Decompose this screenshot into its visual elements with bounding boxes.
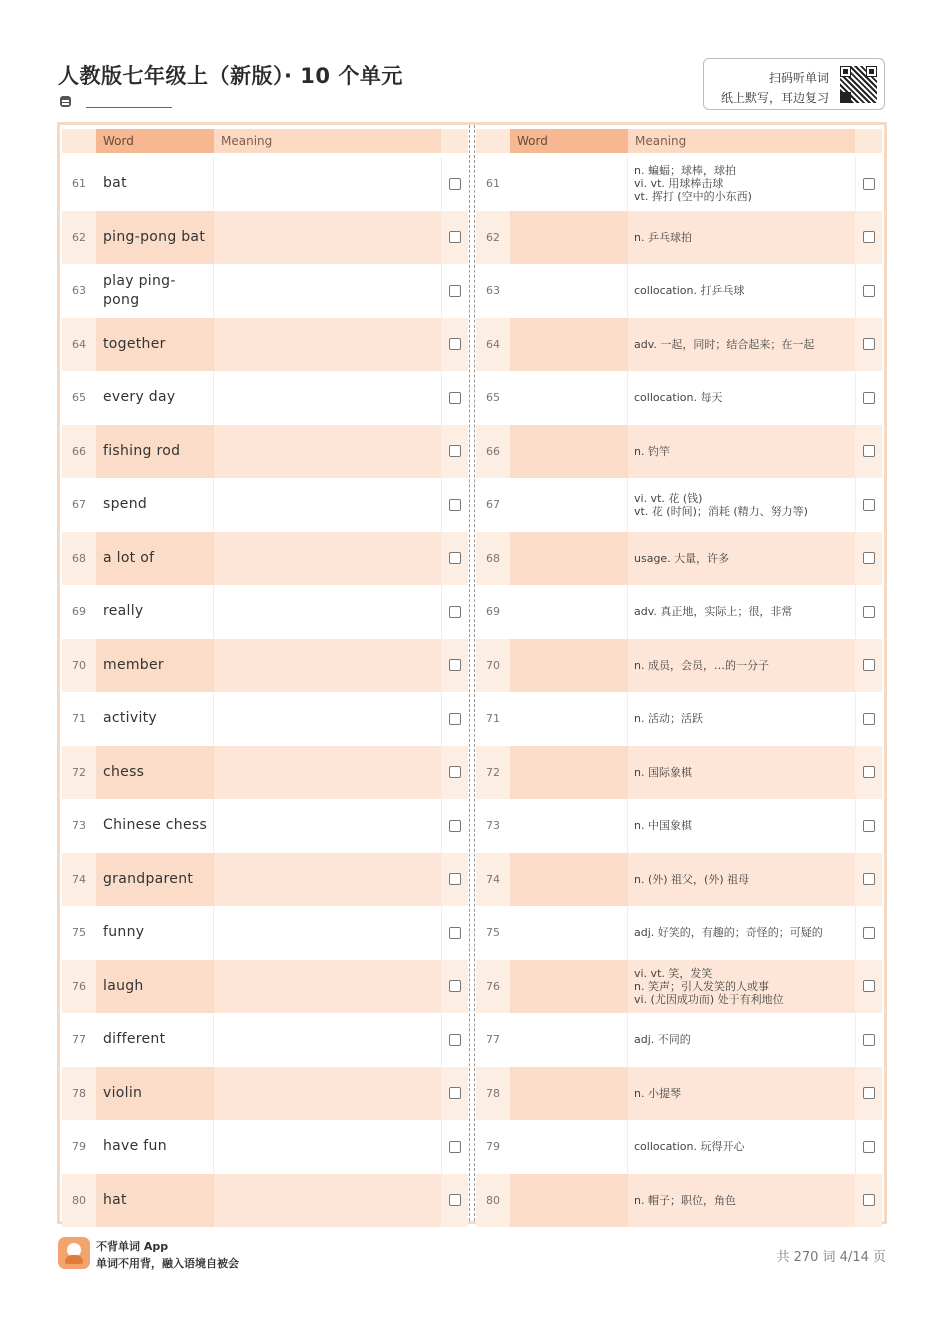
meaning-line: adj. 好笑的，有趣的；奇怪的；可疑的	[634, 926, 823, 940]
meaning-line: n. 国际象棋	[634, 765, 692, 779]
check-cell	[441, 478, 468, 532]
table-row	[62, 371, 468, 425]
row-number: 76	[62, 960, 96, 1014]
row-number: 66	[476, 425, 510, 479]
row-number: 76	[476, 960, 510, 1014]
checkbox[interactable]	[863, 713, 875, 725]
check-cell	[441, 960, 468, 1014]
meaning-line: n. 帽子；职位，角色	[634, 1193, 736, 1207]
header-number	[476, 129, 510, 153]
meaning-blank[interactable]	[214, 211, 441, 265]
meaning-blank[interactable]	[214, 318, 441, 372]
row-number: 70	[476, 639, 510, 693]
checkbox[interactable]	[863, 927, 875, 939]
meaning-line: vi. (尤因成功而) 处于有利地位	[634, 992, 784, 1006]
meaning-cell	[628, 264, 855, 318]
word-cell: have fun	[96, 1120, 214, 1174]
table-row	[62, 157, 468, 211]
meaning-blank[interactable]	[214, 746, 441, 800]
table-row	[62, 264, 468, 318]
checkbox[interactable]	[863, 820, 875, 832]
checkbox[interactable]	[863, 231, 875, 243]
checkbox[interactable]	[449, 499, 461, 511]
table-row	[476, 264, 882, 318]
row-number: 70	[62, 639, 96, 693]
meaning-line: n. (外) 祖父，(外) 祖母	[634, 872, 750, 886]
check-cell	[855, 799, 882, 853]
row-number: 79	[476, 1120, 510, 1174]
row-number: 67	[62, 478, 96, 532]
row-number: 75	[62, 906, 96, 960]
word-cell: activity	[96, 692, 214, 746]
check-cell	[441, 799, 468, 853]
meaning-line: n. 钓竿	[634, 444, 670, 458]
table-row	[62, 585, 468, 639]
table-row	[62, 478, 468, 532]
word-cell: together	[96, 318, 214, 372]
check-cell	[441, 853, 468, 907]
check-cell	[855, 960, 882, 1014]
checkbox[interactable]	[863, 552, 875, 564]
word-cell: ping-pong bat	[96, 211, 214, 265]
row-number: 79	[62, 1120, 96, 1174]
word-blank[interactable]	[510, 264, 628, 318]
meaning-blank[interactable]	[214, 532, 441, 586]
table-row	[62, 1120, 468, 1174]
word-blank[interactable]	[510, 478, 628, 532]
meaning-line: n. 笑声；引人发笑的人或事	[634, 979, 769, 993]
row-number: 68	[62, 532, 96, 586]
checkbox[interactable]	[449, 338, 461, 350]
checkbox[interactable]	[449, 552, 461, 564]
qr-line-2: 纸上默写，耳边复习	[720, 91, 829, 105]
row-number: 78	[62, 1067, 96, 1121]
meaning-blank[interactable]	[214, 371, 441, 425]
meaning-blank[interactable]	[214, 157, 441, 211]
meaning-panel-header	[476, 129, 882, 153]
header-check	[441, 129, 468, 153]
row-number: 77	[62, 1013, 96, 1067]
app-logo-icon	[58, 1237, 90, 1269]
word-cell: hat	[96, 1174, 214, 1228]
word-cell: member	[96, 639, 214, 693]
word-cell: bat	[96, 157, 214, 211]
check-cell	[441, 906, 468, 960]
checkbox[interactable]	[863, 980, 875, 992]
table-row	[62, 799, 468, 853]
check-cell	[855, 639, 882, 693]
meaning-line: n. 乒乓球拍	[634, 230, 692, 244]
meaning-cell	[628, 1013, 855, 1067]
footer-slogan: 单词不用背，融入语境自被会	[96, 1257, 239, 1270]
row-number: 65	[62, 371, 96, 425]
row-number: 69	[476, 585, 510, 639]
footer-app-name: 不背单词 App	[96, 1240, 169, 1253]
table-row	[476, 1067, 882, 1121]
meaning-cell	[628, 746, 855, 800]
meaning-blank[interactable]	[214, 799, 441, 853]
word-blank[interactable]	[510, 585, 628, 639]
checkbox[interactable]	[863, 1087, 875, 1099]
table-row	[476, 1120, 882, 1174]
row-number: 62	[476, 211, 510, 265]
word-cell: Chinese chess	[96, 799, 214, 853]
row-number: 72	[62, 746, 96, 800]
meaning-blank[interactable]	[214, 425, 441, 479]
row-number: 72	[476, 746, 510, 800]
check-cell	[855, 1174, 882, 1228]
word-cell: funny	[96, 906, 214, 960]
table-row	[62, 1067, 468, 1121]
word-cell: chess	[96, 746, 214, 800]
check-cell	[441, 746, 468, 800]
table-row	[476, 799, 882, 853]
meaning-line: vt. 挥打 (空中的小东西)	[634, 190, 752, 204]
word-blank[interactable]	[510, 532, 628, 586]
table-row	[476, 639, 882, 693]
table-row	[62, 425, 468, 479]
qr-line-1: 扫码听单词	[768, 71, 829, 85]
row-number: 67	[476, 478, 510, 532]
word-blank[interactable]	[510, 157, 628, 211]
check-cell	[441, 318, 468, 372]
check-cell	[855, 532, 882, 586]
word-blank[interactable]	[510, 1120, 628, 1174]
meaning-blank[interactable]	[214, 264, 441, 318]
row-number: 77	[476, 1013, 510, 1067]
checkbox[interactable]	[449, 1087, 461, 1099]
name-underline	[86, 107, 172, 108]
meaning-line: n. 活动；活跃	[634, 712, 703, 726]
checkbox[interactable]	[449, 606, 461, 618]
meaning-blank[interactable]	[214, 906, 441, 960]
meaning-blank[interactable]	[214, 853, 441, 907]
row-number: 65	[476, 371, 510, 425]
word-blank[interactable]	[510, 639, 628, 693]
check-cell	[441, 157, 468, 211]
checkbox[interactable]	[449, 1034, 461, 1046]
check-cell	[441, 425, 468, 479]
word-cell: spend	[96, 478, 214, 532]
meaning-cell	[628, 478, 855, 532]
table-row	[476, 585, 882, 639]
table-row	[476, 371, 882, 425]
table-row	[476, 1174, 882, 1228]
table-row	[62, 906, 468, 960]
meaning-blank[interactable]	[214, 585, 441, 639]
meaning-cell	[628, 799, 855, 853]
table-row	[476, 318, 882, 372]
table-row	[62, 1174, 468, 1228]
word-blank[interactable]	[510, 425, 628, 479]
table-row	[62, 960, 468, 1014]
meaning-blank[interactable]	[214, 1067, 441, 1121]
check-cell	[441, 1120, 468, 1174]
table-row	[62, 211, 468, 265]
table-row	[62, 692, 468, 746]
meaning-line: vt. 花 (时间)；消耗 (精力、努力等)	[634, 504, 808, 518]
word-blank[interactable]	[510, 211, 628, 265]
meaning-cell	[628, 425, 855, 479]
checkbox[interactable]	[449, 820, 461, 832]
checkbox[interactable]	[449, 873, 461, 885]
vocabulary-sheet	[57, 122, 887, 1224]
meaning-line: vi. vt. 笑，发笑	[634, 966, 713, 980]
meaning-line: adv. 一起，同时；结合起来；在一起	[634, 337, 815, 351]
table-row	[476, 478, 882, 532]
checkbox[interactable]	[449, 927, 461, 939]
row-number: 73	[476, 799, 510, 853]
checkbox[interactable]	[449, 445, 461, 457]
word-cell: every day	[96, 371, 214, 425]
check-cell	[855, 211, 882, 265]
meaning-line: collocation. 打乒乓球	[634, 284, 745, 298]
row-number: 63	[62, 264, 96, 318]
meaning-line: adj. 不同的	[634, 1033, 691, 1047]
check-cell	[441, 211, 468, 265]
page-title: 人教版七年级上（新版）· 10 个单元	[58, 64, 403, 88]
word-blank[interactable]	[510, 746, 628, 800]
table-row	[62, 853, 468, 907]
word-blank[interactable]	[510, 960, 628, 1014]
row-number: 69	[62, 585, 96, 639]
word-cell: grandparent	[96, 853, 214, 907]
check-cell	[855, 371, 882, 425]
meaning-line: n. 蝙蝠；球棒，球拍	[634, 164, 736, 178]
table-row	[62, 532, 468, 586]
checkbox[interactable]	[449, 713, 461, 725]
meaning-cell	[628, 157, 855, 211]
header-word: Word	[510, 129, 628, 153]
checkbox[interactable]	[863, 445, 875, 457]
header-meaning: Meaning	[628, 129, 855, 153]
checkbox[interactable]	[449, 285, 461, 297]
word-panel-header	[62, 129, 468, 153]
meaning-cell	[628, 1120, 855, 1174]
check-cell	[855, 157, 882, 211]
row-number: 75	[476, 906, 510, 960]
check-cell	[441, 532, 468, 586]
row-number: 74	[476, 853, 510, 907]
word-blank[interactable]	[510, 318, 628, 372]
check-cell	[441, 585, 468, 639]
checkbox[interactable]	[863, 499, 875, 511]
check-cell	[855, 746, 882, 800]
table-row	[62, 1013, 468, 1067]
meaning-cell	[628, 318, 855, 372]
row-number: 80	[476, 1174, 510, 1228]
header-number	[62, 129, 96, 153]
row-number: 61	[476, 157, 510, 211]
row-number: 62	[62, 211, 96, 265]
check-cell	[855, 1067, 882, 1121]
check-cell	[855, 264, 882, 318]
table-row	[476, 211, 882, 265]
checkbox[interactable]	[449, 231, 461, 243]
word-blank[interactable]	[510, 799, 628, 853]
word-cell: different	[96, 1013, 214, 1067]
meaning-line: n. 小提琴	[634, 1086, 681, 1100]
check-cell	[441, 639, 468, 693]
word-cell: violin	[96, 1067, 214, 1121]
meaning-cell	[628, 532, 855, 586]
meaning-blank[interactable]	[214, 478, 441, 532]
meaning-line: n. 成员，会员，…的一分子	[634, 658, 769, 672]
row-number: 61	[62, 157, 96, 211]
check-cell	[441, 692, 468, 746]
meaning-panel	[476, 129, 882, 1221]
table-row	[62, 318, 468, 372]
table-row	[476, 425, 882, 479]
meaning-cell	[628, 371, 855, 425]
meaning-cell	[628, 211, 855, 265]
word-panel	[62, 129, 468, 1221]
meaning-line: collocation. 玩得开心	[634, 1140, 745, 1154]
name-field	[58, 94, 178, 110]
meaning-cell	[628, 906, 855, 960]
word-cell: fishing rod	[96, 425, 214, 479]
checkbox[interactable]	[863, 338, 875, 350]
table-row	[476, 157, 882, 211]
check-cell	[441, 1067, 468, 1121]
checkbox[interactable]	[863, 1141, 875, 1153]
checkbox[interactable]	[863, 1034, 875, 1046]
meaning-cell	[628, 960, 855, 1014]
meaning-cell	[628, 585, 855, 639]
name-icon	[60, 96, 71, 107]
check-cell	[855, 318, 882, 372]
row-number: 68	[476, 532, 510, 586]
meaning-blank[interactable]	[214, 1013, 441, 1067]
checkbox[interactable]	[863, 285, 875, 297]
check-cell	[855, 425, 882, 479]
meaning-blank[interactable]	[214, 960, 441, 1014]
word-cell: really	[96, 585, 214, 639]
word-cell: a lot of	[96, 532, 214, 586]
check-cell	[855, 478, 882, 532]
word-cell: play ping-pong	[96, 264, 214, 318]
table-row	[476, 1013, 882, 1067]
qr-text	[721, 68, 829, 108]
check-cell	[855, 692, 882, 746]
qr-promo[interactable]	[703, 58, 885, 110]
header-check	[855, 129, 882, 153]
table-row	[476, 853, 882, 907]
checkbox[interactable]	[449, 659, 461, 671]
word-blank[interactable]	[510, 692, 628, 746]
meaning-line: adv. 真正地，实际上；很，非常	[634, 605, 793, 619]
checkbox[interactable]	[863, 659, 875, 671]
meaning-line: vi. vt. 用球棒击球	[634, 177, 724, 191]
table-row	[62, 746, 468, 800]
meaning-blank[interactable]	[214, 692, 441, 746]
row-number: 80	[62, 1174, 96, 1228]
table-row	[476, 906, 882, 960]
header-meaning: Meaning	[214, 129, 441, 153]
check-cell	[855, 1120, 882, 1174]
checkbox[interactable]	[863, 606, 875, 618]
page-count: 共 270 词 4/14 页	[776, 1250, 886, 1265]
word-blank[interactable]	[510, 853, 628, 907]
checkbox[interactable]	[449, 392, 461, 404]
meaning-blank[interactable]	[214, 1174, 441, 1228]
word-cell: laugh	[96, 960, 214, 1014]
meaning-line: vi. vt. 花 (钱)	[634, 491, 703, 505]
meaning-cell	[628, 639, 855, 693]
meaning-line: usage. 大量，许多	[634, 551, 730, 565]
meaning-cell	[628, 1067, 855, 1121]
table-row	[62, 639, 468, 693]
check-cell	[441, 1174, 468, 1228]
check-cell	[855, 585, 882, 639]
checkbox[interactable]	[863, 392, 875, 404]
table-row	[476, 532, 882, 586]
word-blank[interactable]	[510, 1013, 628, 1067]
checkbox[interactable]	[449, 766, 461, 778]
checkbox[interactable]	[449, 178, 461, 190]
meaning-line: n. 中国象棋	[634, 819, 692, 833]
check-cell	[855, 853, 882, 907]
check-cell	[855, 1013, 882, 1067]
check-cell	[441, 371, 468, 425]
check-cell	[441, 264, 468, 318]
meaning-blank[interactable]	[214, 639, 441, 693]
table-row	[476, 692, 882, 746]
fold-divider	[469, 125, 475, 1221]
row-number: 63	[476, 264, 510, 318]
meaning-cell	[628, 1174, 855, 1228]
row-number: 74	[62, 853, 96, 907]
meaning-line: collocation. 每天	[634, 391, 723, 405]
row-number: 73	[62, 799, 96, 853]
checkbox[interactable]	[863, 1194, 875, 1206]
row-number: 64	[476, 318, 510, 372]
row-number: 66	[62, 425, 96, 479]
word-blank[interactable]	[510, 371, 628, 425]
word-blank[interactable]	[510, 1067, 628, 1121]
qr-code-icon[interactable]	[840, 66, 877, 103]
meaning-cell	[628, 692, 855, 746]
meaning-blank[interactable]	[214, 1120, 441, 1174]
checkbox[interactable]	[863, 766, 875, 778]
meaning-cell	[628, 853, 855, 907]
table-row	[476, 746, 882, 800]
checkbox[interactable]	[863, 178, 875, 190]
table-row	[476, 960, 882, 1014]
row-number: 78	[476, 1067, 510, 1121]
row-number: 64	[62, 318, 96, 372]
checkbox[interactable]	[449, 1141, 461, 1153]
check-cell	[855, 906, 882, 960]
checkbox[interactable]	[449, 1194, 461, 1206]
row-number: 71	[476, 692, 510, 746]
header-word: Word	[96, 129, 214, 153]
check-cell	[441, 1013, 468, 1067]
word-blank[interactable]	[510, 906, 628, 960]
word-blank[interactable]	[510, 1174, 628, 1228]
row-number: 71	[62, 692, 96, 746]
checkbox[interactable]	[863, 873, 875, 885]
checkbox[interactable]	[449, 980, 461, 992]
